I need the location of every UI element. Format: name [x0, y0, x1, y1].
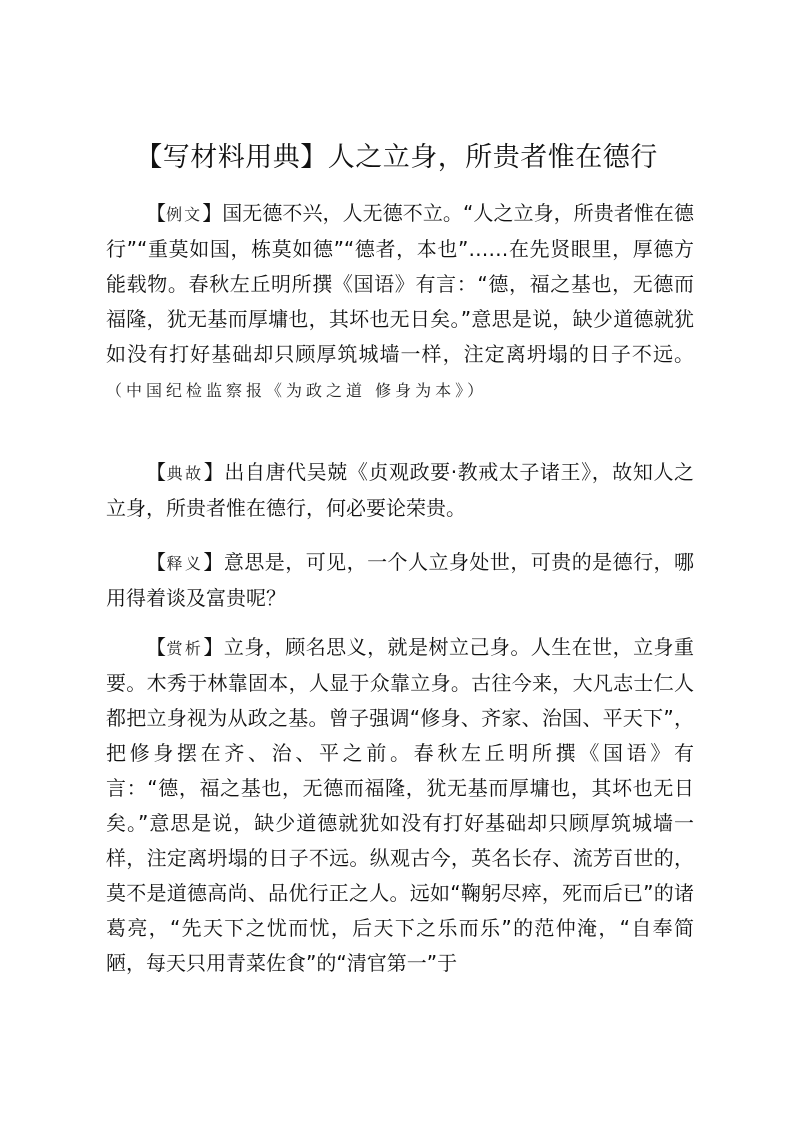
example-tag	[146, 201, 222, 225]
allusion-tag	[146, 460, 224, 484]
meaning-paragraph	[106, 545, 694, 616]
meaning-text: 意思是，可见，一个人立身处世，可贵的是德行，哪用得着谈及富贵呢？	[106, 550, 695, 610]
example-paragraph	[106, 196, 694, 408]
allusion-text: 出自唐代吴兢《贞观政要·教戒太子诸王》，故知人之立身，所贵者惟在德行，何必要论荣贵。	[106, 460, 695, 520]
bracket-open: 【	[146, 201, 167, 225]
bracket-close: 】	[202, 201, 223, 225]
meaning-tag-label: 释义	[166, 554, 204, 573]
page-title: 【写材料用典】人之立身，所贵者惟在德行	[135, 142, 658, 173]
example-source: （中国纪检监察报《为政之道 修身为本》）	[106, 381, 488, 400]
allusion-paragraph	[106, 455, 694, 526]
bracket-open: 【	[146, 460, 167, 484]
example-tag-label: 例文	[166, 205, 203, 224]
bracket-close: 】	[203, 550, 224, 574]
appreciation-tag-label: 赏析	[166, 639, 204, 658]
bracket-close: 】	[203, 635, 224, 659]
appreciation-paragraph	[106, 630, 694, 981]
example-text: 国无德不兴，人无德不立。“人之立身，所贵者惟在德行”“重莫如国，栋莫如德”“德者，本也”……在先贤眼里，厚德方能载物。春秋左丘明所撰《国语》有言：“德，福之基也，无德而福隆，犹无基而厚墉也，其坏也无日矣。”意思是说，缺少道德就犹如没有打好基础却只顾厚筑城墙一样，注定离坍塌的日子不远。	[106, 201, 694, 366]
allusion-tag-label: 典故	[166, 464, 204, 483]
bracket-close: 】	[203, 460, 225, 484]
meaning-tag	[146, 550, 224, 574]
appreciation-tag	[146, 635, 224, 659]
appreciation-text: 立身，顾名思义，就是树立己身。人生在世，立身重要。木秀于林靠固本，人显于众靠立身。古往今来，大凡志士仁人都把立身视为从政之基。曾子强调“修身、齐家、治国、平天下”，把修身摆在齐、治、平之前。春秋左丘明所撰《国语》有言：“德，福之基也，无德而福隆，犹无基而厚墉也，其坏也无日矣。”意思是说，缺少道德就犹如没有打好基础却只顾厚筑城墙一样，注定离坍塌的日子不远。纵观古今，英名长存、流芳百世的，莫不是道德高尚、品优行正之人。远如“鞠躬尽瘁，死而后已”的诸葛亮，“先天下之忧而忧，后天下之乐而乐”的范仲淹，“自奉简陋，每天只用青菜佐食”的“清官第一”于	[106, 635, 695, 975]
bracket-open: 【	[146, 635, 167, 659]
bracket-open: 【	[146, 550, 167, 574]
